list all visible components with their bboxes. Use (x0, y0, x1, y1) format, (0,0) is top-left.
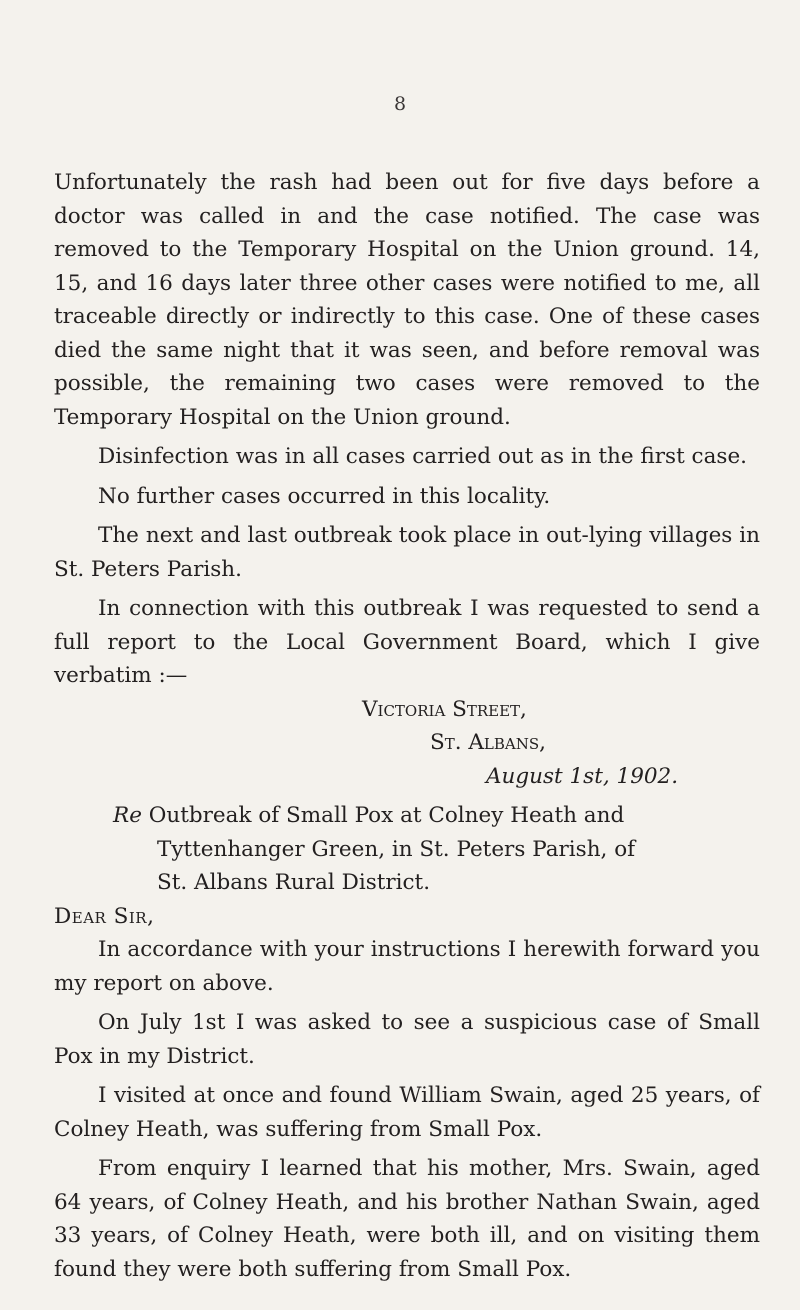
paragraph-report-request: In connection with this outbreak I was requested to send a full report to the Local Government Board, which I give verbatim :— (54, 596, 760, 688)
subject-line-1 (113, 799, 760, 833)
paragraph-disinfection: Disinfection was in all cases carried out as in the first case. (98, 444, 748, 469)
paragraph-next-outbreak: The next and last outbreak took place in out-lying villages in St. Peters Parish. (54, 523, 760, 582)
re-label: Re (113, 803, 142, 828)
letter-paragraph-2: On July 1st I was asked to see a suspicious case of Small Pox in my District. (54, 1010, 760, 1069)
letter-paragraph-4: From enquiry I learned that his mother, Mrs. Swain, aged 64 years, of Colney Heath, and his brother Nathan Swain, aged 33 years, of Colney Heath, were both ill, and on visiting them found they were both suffering from Small Pox. (54, 1156, 760, 1282)
paragraph-rash-notified: Unfortunately the rash had been out for five days before a doctor was called in and the case notified. The case was removed to the Temporary Hospital on the Union ground. 14, 15, and 16 days later three other cases were notified to me, all traceable directly or indirectly to this case. One of these cases died the same night that it was seen, and before removal was possible, the remaining two cases were removed to the Temporary Hospital on the Union ground. (54, 170, 760, 430)
page-number: 8 (393, 93, 407, 115)
subject-line-2: Tyttenhanger Green, in St. Peters Parish, of (157, 836, 636, 862)
letter-salutation: Dear Sir, (54, 903, 155, 929)
letter-paragraph-3: I visited at once and found William Swain, aged 25 years, of Colney Heath, was suffering from Small Pox. (54, 1083, 760, 1142)
letter-date: August 1st, 1902. (486, 763, 679, 789)
subject-line-3: St. Albans Rural District. (157, 870, 431, 895)
letter-address (54, 693, 760, 794)
address-street: Victoria Street, (362, 696, 527, 722)
paragraph-no-further-cases: No further cases occurred in this locality. (98, 483, 551, 509)
letter-paragraph-1: In accordance with your instructions I herewith forward you my report on above. (54, 937, 760, 996)
subject-text-1: Outbreak of Small Pox at Colney Heath and (148, 803, 625, 828)
letter-subject (54, 799, 760, 900)
address-town: St. Albans, (430, 730, 546, 755)
body-text (54, 166, 760, 1286)
